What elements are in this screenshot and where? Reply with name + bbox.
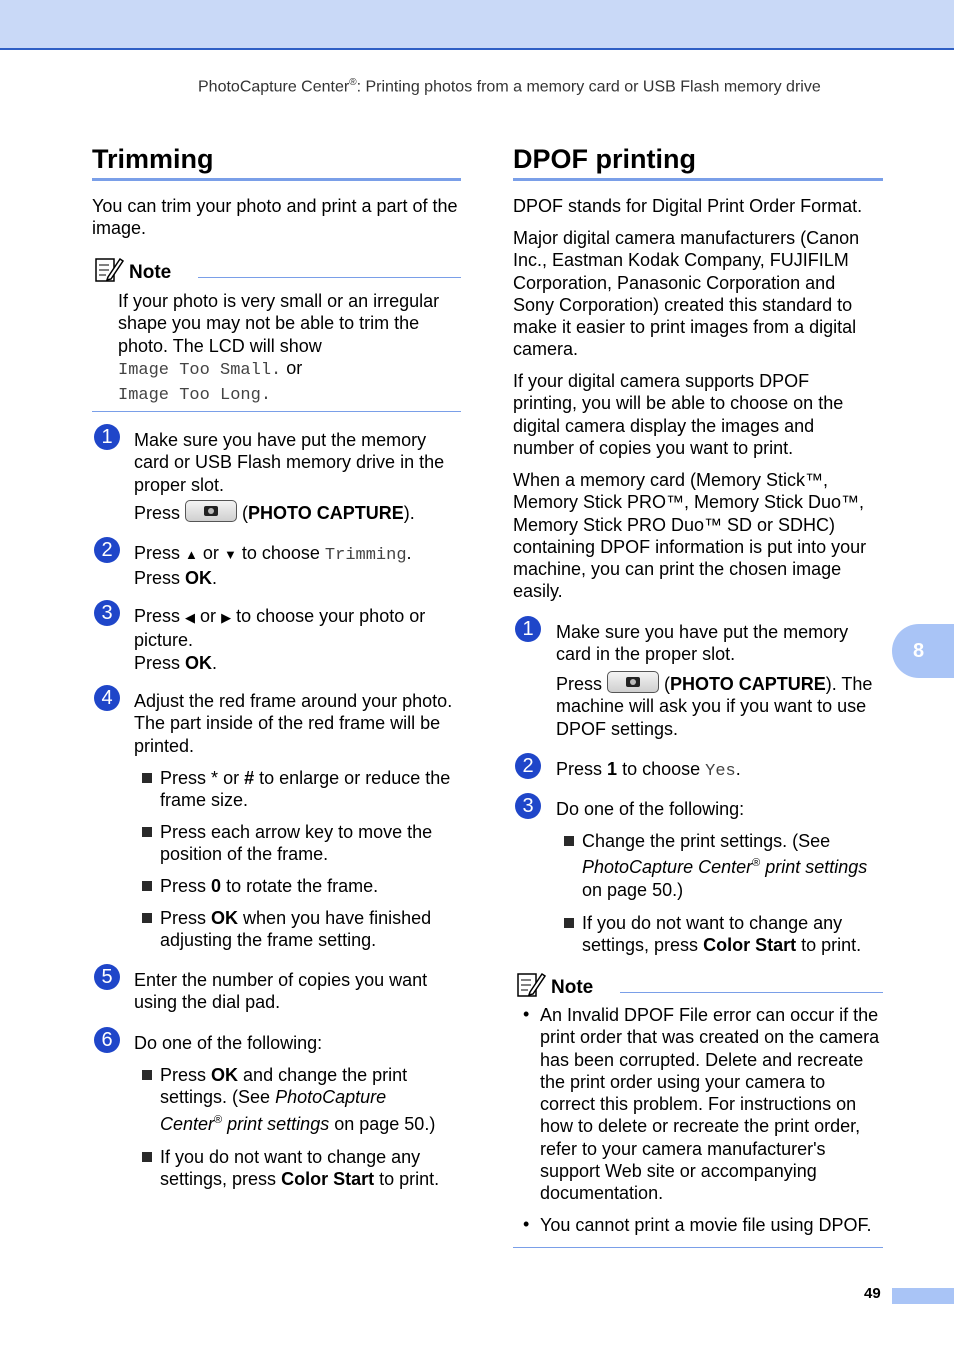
note-pencil-icon xyxy=(516,970,546,998)
dpof-step-1-badge: 1 xyxy=(515,616,541,642)
note-label-right: Note xyxy=(551,977,594,998)
step-5-badge: 5 xyxy=(94,964,120,990)
header-band xyxy=(0,0,954,50)
trimming-step-1-press: Press (PHOTO CAPTURE). xyxy=(134,500,415,524)
step-4-bullet-1: Press * or # to enlarge or reduce the frame size. xyxy=(160,767,450,812)
step-6-bullet-2: If you do not want to change any settings, press Color Start to print. xyxy=(160,1146,439,1191)
dpof-p2: Major digital camera manufacturers (Canon Inc., Eastman Kodak Company, FUJIFILM Corporation, Panasonic Corporation and Sony Corporation) created this standard to make it easier to print images from a digital camera. xyxy=(513,228,860,360)
note-rule-top-right xyxy=(620,992,883,993)
title-rule-right xyxy=(513,178,883,181)
down-arrow-icon: ▼ xyxy=(223,547,237,562)
note-pencil-icon xyxy=(94,255,124,283)
dpof-step-2: Press 1 to choose Yes. xyxy=(556,759,741,781)
dpof-p1: DPOF stands for Digital Print Order Format. xyxy=(513,196,863,216)
trimming-step-6: Do one of the following: xyxy=(134,1033,323,1053)
trimming-step-3: Press ◀ or ▶ to choose your photo or picture. Press OK. xyxy=(134,606,426,673)
step-4-badge: 4 xyxy=(94,685,120,711)
page-number: 49 xyxy=(864,1285,881,1302)
dpof-step-3-bullet-2: If you do not want to change any settings, press Color Start to print. xyxy=(582,912,861,957)
chapter-tab: 8 xyxy=(892,624,954,678)
trimming-note-text: If your photo is very small or an irregular shape you may not be able to trim the photo. The LCD will show Image Too Small. or Image Too Long. xyxy=(118,291,440,406)
step-3-badge: 3 xyxy=(94,600,120,626)
dpof-step-2-badge: 2 xyxy=(515,753,541,779)
up-arrow-icon: ▲ xyxy=(185,547,198,562)
photo-capture-key-icon xyxy=(607,671,659,693)
dpof-step-3: Do one of the following: xyxy=(556,799,745,819)
step-2-badge: 2 xyxy=(94,537,120,563)
section-title-dpof: DPOF printing xyxy=(513,144,696,174)
note-rule-bottom xyxy=(92,411,461,412)
note-label: Note xyxy=(129,262,172,283)
note-rule-bottom-right xyxy=(513,1247,883,1248)
title-rule xyxy=(92,178,461,181)
trimming-intro: You can trim your photo and print a part of the image. xyxy=(92,196,458,239)
step-4-bullet-2: Press each arrow key to move the position of the frame. xyxy=(160,821,432,866)
dpof-note-1: An Invalid DPOF File error can occur if the print order that was created on the camera has been corrupted. Delete and recreate the print order using your camera to correct this problem. For instructions on how to delete or recreate the print order, refer to your camera manufacturer's support Web site or accompanying documentation. xyxy=(540,1005,880,1204)
step-4-bullet-3: Press 0 to rotate the frame. xyxy=(160,875,378,897)
step-4-bullet-4: Press OK when you have finished adjusting the frame setting. xyxy=(160,907,431,952)
note-rule-top xyxy=(198,277,461,278)
step-6-bullet-1: Press OK and change the print settings. (See PhotoCapture Center® print settings on page 50.) xyxy=(160,1064,435,1135)
dpof-p4: When a memory card (Memory Stick™, Memory Stick PRO™, Memory Stick Duo™, Memory Stick PRO Duo™ SD or SDHC) containing DPOF information is put into your machine, you can print the chosen image easily. xyxy=(513,470,867,602)
dpof-step-3-bullet-1: Change the print settings. (See PhotoCapture Center® print settings on page 50.) xyxy=(582,830,867,901)
page-number-bar xyxy=(892,1288,954,1304)
photo-capture-key-icon xyxy=(185,500,237,522)
step-6-badge: 6 xyxy=(94,1027,120,1053)
step-1-badge: 1 xyxy=(94,424,120,450)
dpof-p3: If your digital camera supports DPOF printing, you will be able to choose on the digital camera display the images and number of copies you want to print. xyxy=(513,371,844,458)
trimming-step-2: Press ▲ or ▼ to choose Trimming. Press OK. xyxy=(134,543,412,589)
left-arrow-icon: ◀ xyxy=(185,610,196,625)
note-bullet-1: • xyxy=(523,1004,530,1024)
trimming-step-5: Enter the number of copies you want using the dial pad. xyxy=(134,970,428,1013)
dpof-note-2: You cannot print a movie file using DPOF. xyxy=(540,1215,872,1235)
trimming-step-1: Make sure you have put the memory card or USB Flash memory drive in the proper slot. xyxy=(134,430,445,495)
dpof-step-3-badge: 3 xyxy=(515,793,541,819)
note-bullet-2: • xyxy=(523,1214,530,1234)
right-arrow-icon: ▶ xyxy=(221,610,232,625)
running-header: PhotoCapture Center®: Printing photos from a memory card or USB Flash memory drive xyxy=(198,77,821,96)
section-title-trimming: Trimming xyxy=(92,144,214,174)
trimming-step-4: Adjust the red frame around your photo. The part inside of the red frame will be printed. xyxy=(134,691,453,756)
dpof-step-1: Make sure you have put the memory card in the proper slot. xyxy=(556,622,849,665)
dpof-step-1-press: Press (PHOTO CAPTURE). The machine will ask you if you want to use DPOF settings. xyxy=(556,671,872,740)
